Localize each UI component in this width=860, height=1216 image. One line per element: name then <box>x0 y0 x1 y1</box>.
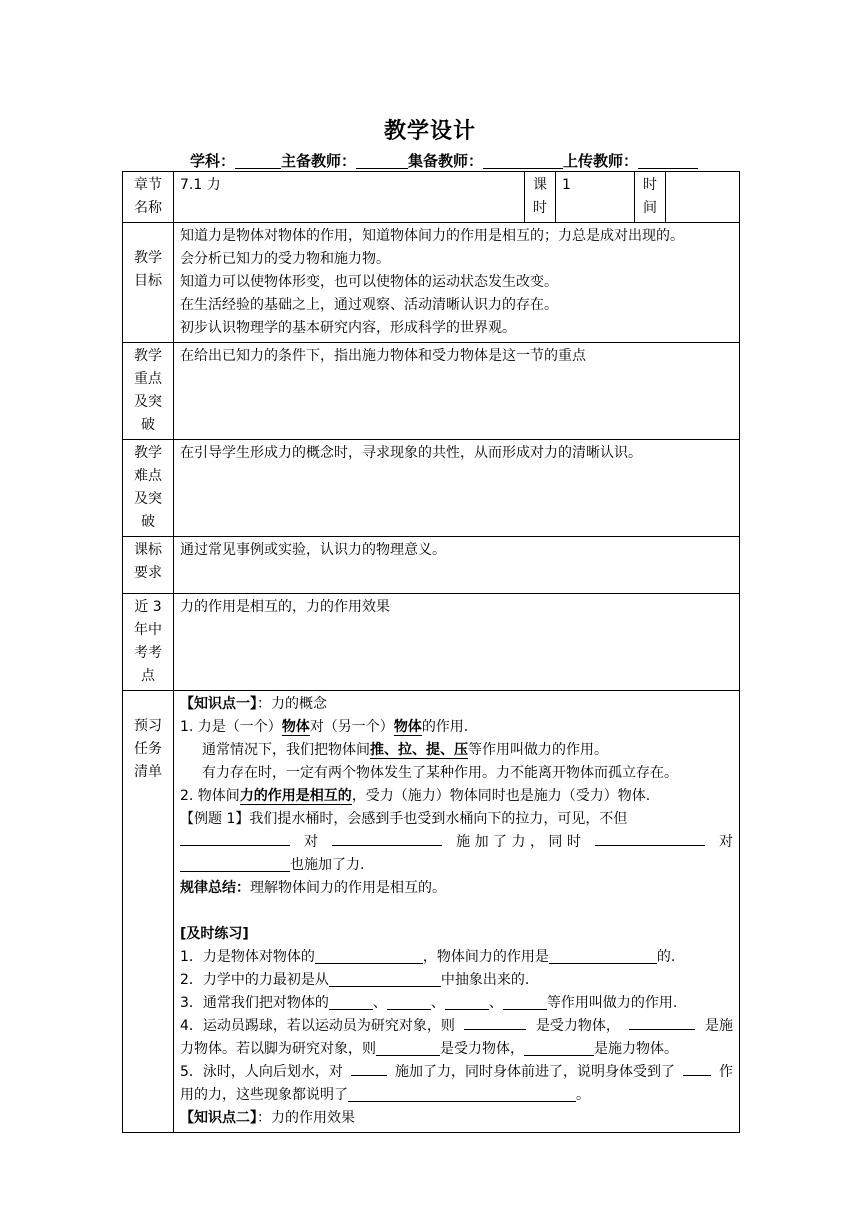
goal-line: 初步认识物理学的基本研究内容，形成科学的世界观。 <box>180 320 516 336</box>
standards-row <box>123 537 740 594</box>
time-value <box>666 172 740 223</box>
goal-line: 会分析已知力的受力物和施力物。 <box>180 251 390 267</box>
difficulties-row <box>123 440 740 537</box>
preview-label: 预习 任务 清单 <box>123 691 174 1133</box>
period-label: 课 时 <box>525 172 556 223</box>
standards-content: 通过常见事例或实验，认识力的物理意义。 <box>174 537 740 594</box>
fill-blank <box>315 949 423 964</box>
fill-blank <box>180 831 290 846</box>
chapter-row <box>123 172 740 223</box>
practice-5-line-2: 用的力，这些现象都说明了 。 <box>180 1087 590 1103</box>
fill-blank <box>376 1041 440 1056</box>
goal-line: 知道力可以使物体形变，也可以使物体的运动状态发生改变。 <box>180 274 558 290</box>
fill-blank <box>348 1087 576 1102</box>
difficulties-label: 教学 难点 及突 破 <box>123 440 174 537</box>
goals-row <box>123 223 740 343</box>
difficulties-content: 在引导学生形成力的概念时，寻求现象的共性，从而形成对力的清晰认识。 <box>174 440 740 537</box>
key-points-row <box>123 343 740 440</box>
group-teacher-label: 集备教师： <box>408 152 484 170</box>
main-teacher-label: 主备教师： <box>281 152 357 170</box>
standards-label: 课标 要求 <box>123 537 174 594</box>
fill-blank <box>351 1061 387 1076</box>
exam-points-label: 近 3 年中 考考 点 <box>123 594 174 691</box>
concept-line-3: 有力存在时，一定有两个物体发生了某种作用。力不能离开物体而孤立存在。 <box>202 765 678 781</box>
example-1-line-2: 对 施 加 了 力 ， 同 时 对 <box>180 831 733 854</box>
concept-line-2: 通常情况下，我们把物体间推、拉、提、压等作用叫做力的作用。 <box>202 742 608 758</box>
key-points-content: 在给出已知力的条件下，指出施力物体和受力物体是这一节的重点 <box>174 343 740 440</box>
subject-blank <box>235 154 281 169</box>
preview-row <box>123 691 740 1133</box>
fill-blank <box>329 995 373 1010</box>
practice-5-line-1: 5．泳时，人向后划水，对 施加了力，同时身体前进了，说明身体受到了 作 <box>180 1061 733 1084</box>
knowledge-point-1-heading: 【知识点一】：力的概念 <box>180 696 327 712</box>
practice-2: 2．力学中的力最初是从 中抽象出来的. <box>180 972 530 988</box>
fill-blank <box>445 995 489 1010</box>
goals-content <box>174 223 740 343</box>
practice-4-line-2: 力物体。若以脚为研究对象，则 是受力物体， 是施力物体。 <box>180 1041 678 1057</box>
upload-teacher-label: 上传教师： <box>563 152 639 170</box>
example-1-line-3: 也施加了力. <box>180 854 733 877</box>
page-title: 教学设计 <box>383 119 476 144</box>
goal-line: 在生活经验的基础之上，通过观察、活动清晰认识力的存在。 <box>180 297 558 313</box>
upload-teacher-blank <box>638 154 698 169</box>
time-label: 时 间 <box>635 172 666 223</box>
fill-blank <box>549 949 657 964</box>
period-value: 1 <box>556 172 635 223</box>
preview-content <box>174 691 740 1133</box>
fill-blank <box>180 857 290 872</box>
fill-blank <box>329 972 441 987</box>
rule-summary: 规律总结：理解物体间力的作用是相互的。 <box>180 880 446 896</box>
main-teacher-blank <box>356 154 408 169</box>
practice-4-line-1: 4．运动员踢球，若以运动员为研究对象，则 是受力物体， 是施 <box>180 1015 733 1038</box>
practice-1: 1．力是物体对物体的 ，物体间力的作用是 的. <box>180 949 676 965</box>
concept-line-1: 1. 力是（一个）物体对（另一个）物体的作用. <box>180 719 469 735</box>
chapter-value: 7.1 力 <box>174 172 525 223</box>
knowledge-point-2-heading: 【知识点二】：力的作用效果 <box>180 1110 355 1126</box>
subject-label: 学科： <box>190 152 236 170</box>
fill-blank <box>629 1015 695 1030</box>
exam-points-row <box>123 594 740 691</box>
practice-3: 3．通常我们把对物体的 、 、 、 等作用叫做力的作用. <box>180 995 678 1011</box>
goal-line: 知道力是物体对物体的作用，知道物体间力的作用是相互的；力总是成对出现的。 <box>180 228 684 244</box>
key-points-label: 教学 重点 及突 破 <box>123 343 174 440</box>
chapter-label: 章节 名称 <box>123 172 174 223</box>
fill-blank <box>464 1015 526 1030</box>
fill-blank <box>683 1061 711 1076</box>
header-meta <box>190 150 698 171</box>
lesson-plan-table <box>122 171 740 1133</box>
fill-blank <box>524 1041 594 1056</box>
fill-blank <box>595 831 705 846</box>
example-1-line-1: 【例题 1】我们提水桶时，会感到手也受到水桶向下的拉力，可见，不但 <box>180 811 628 827</box>
fill-blank <box>387 995 431 1010</box>
goals-label: 教学 目标 <box>123 223 174 343</box>
group-teacher-blank <box>483 154 563 169</box>
fill-blank <box>332 831 442 846</box>
exam-points-content: 力的作用是相互的，力的作用效果 <box>174 594 740 691</box>
concept-line-4: 2. 物体间力的作用是相互的，受力（施力）物体同时也是施力（受力）物体. <box>180 788 651 804</box>
practice-heading: [及时练习] <box>180 926 249 942</box>
fill-blank <box>503 995 547 1010</box>
